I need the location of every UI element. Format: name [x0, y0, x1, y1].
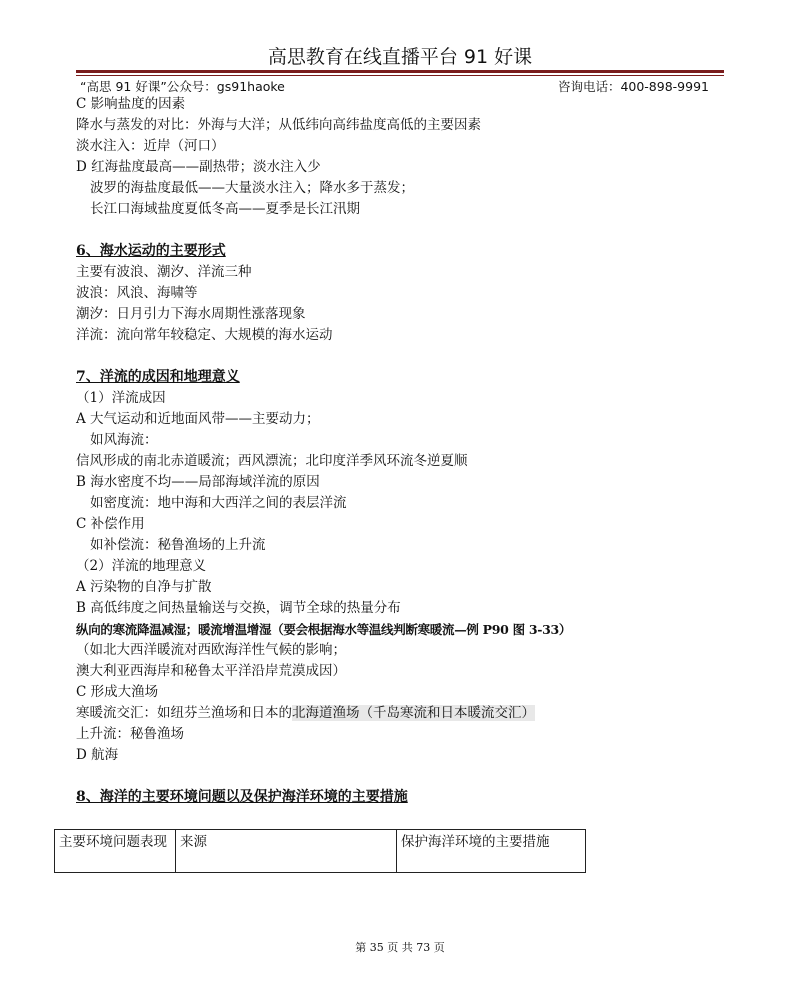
text-line: A 大气运动和近地面风带——主要动力；: [76, 411, 320, 427]
text-line: （2）洋流的地理意义: [76, 558, 207, 574]
text-line: 波浪：风浪、海啸等: [76, 285, 198, 301]
page-number: 第 35 页 共 73 页: [355, 941, 445, 954]
table-row: [55, 830, 586, 873]
section-heading-8: 8、海洋的主要环境问题以及保护海洋环境的主要措施: [76, 789, 408, 805]
environment-table: [54, 829, 586, 873]
text-line: 降水与蒸发的对比：外海与大洋；从低纬向高纬盐度高低的主要因素: [76, 117, 481, 133]
text-line: 澳大利亚西海岸和秘鲁太平洋沿岸荒漠成因）: [76, 663, 346, 679]
header-rule-thin: [76, 75, 724, 76]
text-line: 信风形成的南北赤道暖流；西风漂流；北印度洋季风环流冬逆夏顺: [76, 453, 468, 469]
table-header-cell: 来源: [176, 830, 397, 873]
text-line: A 污染物的自净与扩散: [76, 579, 212, 595]
text-line: C 形成大渔场: [76, 684, 159, 700]
text-line: （如北大西洋暖流对西欧海洋性气候的影响；: [76, 642, 346, 658]
text-line: 主要有波浪、潮汐、洋流三种: [76, 264, 252, 280]
section-heading-7: 7、洋流的成因和地理意义: [76, 369, 240, 385]
text-line: （1）洋流成因: [76, 390, 166, 406]
text-line: B 海水密度不均——局部海域洋流的原因: [76, 474, 320, 490]
text-line: 上升流：秘鲁渔场: [76, 726, 184, 742]
table-header-cell: 主要环境问题表现: [55, 830, 176, 873]
text-line: C 影响盐度的因素: [76, 96, 186, 112]
text-line: B 高低纬度之间热量输送与交换，调节全球的热量分布: [76, 600, 401, 616]
text-line: 如风海流：: [90, 432, 158, 448]
text-line: 潮汐：日月引力下海水周期性涨落现象: [76, 306, 306, 322]
header-wechat: “高思 91 好课”公众号：gs91haoke: [80, 79, 285, 94]
text-line: 如补偿流：秘鲁渔场的上升流: [90, 537, 266, 553]
text-line: 波罗的海盐度最低——大量淡水注入；降水多于蒸发；: [90, 180, 414, 196]
section-heading-6: 6、海水运动的主要形式: [76, 243, 226, 259]
bold-note: 纵向的寒流降温减湿；暖流增温增湿（要会根据海水等温线判断寒暖流—例 P90 图 3-33）: [76, 622, 572, 637]
text-line: 长江口海域盐度夏低冬高——夏季是长江汛期: [90, 201, 360, 217]
document-body: [76, 94, 726, 808]
header-title: 高思教育在线直播平台 91 好课: [267, 46, 533, 68]
text-line: 淡水注入：近岸（河口）: [76, 138, 225, 154]
text-line: 寒暖流交汇：如纽芬兰渔场和日本的北海道渔场（千岛寒流和日本暖流交汇）: [76, 705, 535, 721]
header-rule-thick: [76, 70, 724, 73]
text-line: D 红海盐度最高——副热带；淡水注入少: [76, 159, 321, 175]
text-line: D 航海: [76, 747, 119, 763]
highlighted-text: 北海道渔场（千岛寒流和日本暖流交汇）: [292, 705, 535, 721]
text-line: 如密度流：地中海和大西洋之间的表层洋流: [90, 495, 347, 511]
text-line: C 补偿作用: [76, 516, 145, 532]
table-header-cell: 保护海洋环境的主要措施: [397, 830, 586, 873]
header-phone: 咨询电话：400-898-9991: [557, 79, 709, 94]
text-line: 洋流：流向常年较稳定、大规模的海水运动: [76, 327, 333, 343]
